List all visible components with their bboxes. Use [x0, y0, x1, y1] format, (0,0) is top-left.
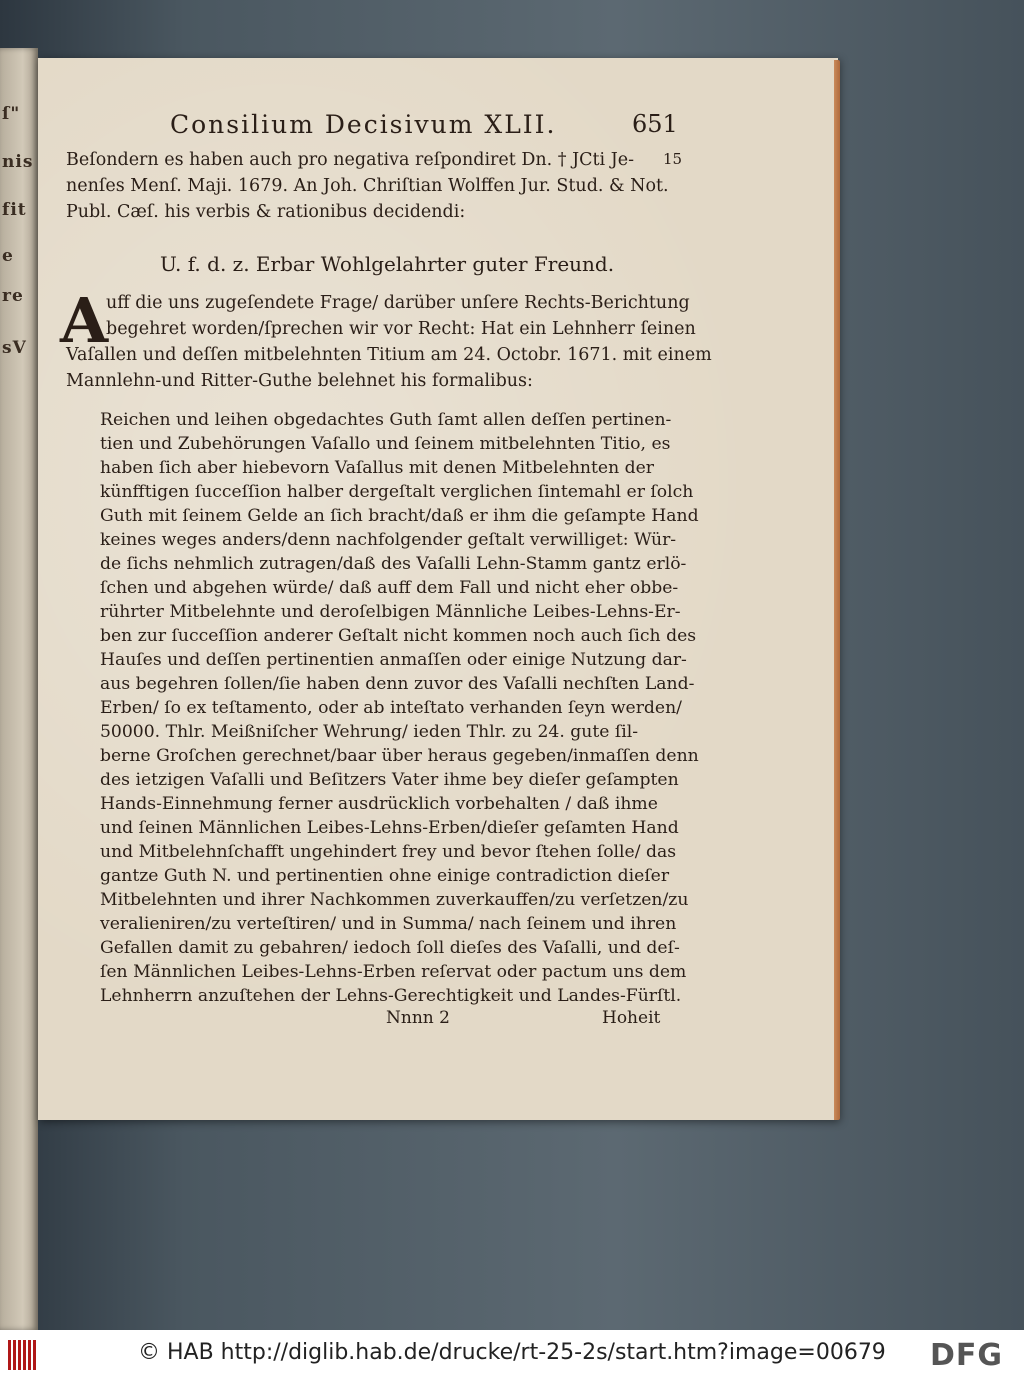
paragraph-line: begehret worden/ſprechen wir vor Recht: Hat ein Lehnherr ſeinen	[106, 319, 696, 339]
body-line: Guth mit ſeinem Gelde an ſich bracht/daß er ihm die geſampte Hand	[100, 506, 699, 526]
paragraph-line: uff die uns zugeſendete Frage/ darüber unſere Rechts-Berichtung	[106, 293, 690, 313]
body-line: keines weges anders/denn nachfolgender geſtalt verwilliget: Wür-	[100, 530, 677, 550]
body-line: Gefallen damit zu gebahren/ iedoch ſoll dieſes des Vaſalli, und deſ-	[100, 938, 680, 958]
page-edge	[834, 60, 840, 1120]
body-line: de ſichs nehmlich zutragen/daß des Vaſalli Lehn-Stamm gantz erlö-	[100, 554, 687, 574]
body-line: gantze Guth N. und pertinentien ohne einige contradiction dieſer	[100, 866, 670, 886]
paragraph-line: Vaſallen und deſſen mitbelehnten Titium am 24. Octobr. 1671. mit einem	[66, 345, 712, 365]
running-head: Consilium Decisivum XLII.	[170, 110, 557, 139]
body-line: und Mitbelehnſchafft ungehindert frey und bevor ſtehen ſolle/ das	[100, 842, 677, 862]
intro-line: nenſes Menſ. Maji. 1679. An Joh. Chriſtian Wolffen Jur. Stud. & Not.	[66, 176, 669, 196]
body-line: veralieniren/zu verteſtiren/ und in Summa/ nach ſeinem und ihren	[100, 914, 677, 934]
catchword: Hoheit	[602, 1008, 661, 1028]
body-line: berne Groſchen gerechnet/baar über heraus gegeben/inmaſſen denn	[100, 746, 699, 766]
drop-capital: A	[60, 284, 109, 357]
hab-logo-icon	[8, 1340, 38, 1370]
body-line: ben zur ſucceſſion anderer Geſtalt nicht kommen noch auch ſich des	[100, 626, 697, 646]
page-number: 651	[632, 110, 678, 138]
prev-page-fragment: nis	[2, 152, 34, 172]
body-line: des ietzigen Vaſalli und Beſitzers Vater ihme bey dieſer geſampten	[100, 770, 679, 790]
body-line: Mitbelehnten und ihrer Nachkommen zuverkauffen/zu verſetzen/zu	[100, 890, 689, 910]
intro-line: Publ. Cæſ. his verbis & rationibus decidendi:	[66, 202, 466, 222]
body-line: Hands-Einnehmung ferner ausdrücklich vorbehalten / daß ihme	[100, 794, 658, 814]
prev-page-fragment: ſ"	[2, 104, 21, 124]
paragraph-line: Mannlehn-und Ritter-Guthe belehnet his formalibus:	[66, 371, 533, 391]
prev-page-fragment: fit	[2, 200, 27, 220]
body-line: aus begehren ſollen/ſie haben denn zuvor des Vaſalli nechſten Land-	[100, 674, 695, 694]
prev-page-fragment: re	[2, 286, 24, 306]
body-line: ſchen und abgehen würde/ daß auff dem Fall und nicht eher obbe-	[100, 578, 679, 598]
body-line: Reichen und leihen obgedachtes Guth ſamt allen deſſen pertinen-	[100, 410, 672, 430]
margin-line-number: 15	[663, 150, 683, 168]
prev-page-fragment: e	[2, 246, 14, 266]
body-line: Hauſes und deſſen pertinentien anmaſſen oder einige Nutzung dar-	[100, 650, 687, 670]
body-line: ſen Männlichen Leibes-Lehns-Erben reſervat oder pactum uns dem	[100, 962, 687, 982]
previous-page-edge	[0, 48, 38, 1330]
source-link[interactable]: © HAB http://diglib.hab.de/drucke/rt-25-2s/start.htm?image=00679	[138, 1340, 886, 1365]
intro-line: Beſondern es haben auch pro negativa reſpondiret Dn. † JCti Je-	[66, 150, 634, 170]
footer-bar	[0, 1330, 1024, 1380]
body-line: rührter Mitbelehnte und deroſelbigen Männliche Leibes-Lehns-Er-	[100, 602, 681, 622]
dfg-logo: DFG	[930, 1338, 1004, 1373]
body-line: haben ſich aber hiebevorn Vaſallus mit denen Mitbelehnten der	[100, 458, 654, 478]
prev-page-fragment: sV	[2, 338, 27, 358]
body-line: Lehnherrn anzuſtehen der Lehns-Gerechtigkeit und Landes-Fürſtl.	[100, 986, 682, 1006]
signature-mark: Nnnn 2	[386, 1008, 450, 1028]
body-line: 50000. Thlr. Meißniſcher Wehrung/ ieden Thlr. zu 24. gute ſil-	[100, 722, 639, 742]
salutation: U. f. d. z. Erbar Wohlgelahrter guter Freund.	[160, 252, 615, 276]
body-line: tien und Zubehörungen Vaſallo und ſeinem mitbelehnten Titio, es	[100, 434, 671, 454]
body-line: Erben/ ſo ex teſtamento, oder ab inteſtato verhanden ſeyn werden/	[100, 698, 682, 718]
body-line: und ſeinen Männlichen Leibes-Lehns-Erben/dieſer geſamten Hand	[100, 818, 679, 838]
body-line: künfftigen ſucceſſion halber dergeſtalt verglichen ſintemahl er ſolch	[100, 482, 694, 502]
